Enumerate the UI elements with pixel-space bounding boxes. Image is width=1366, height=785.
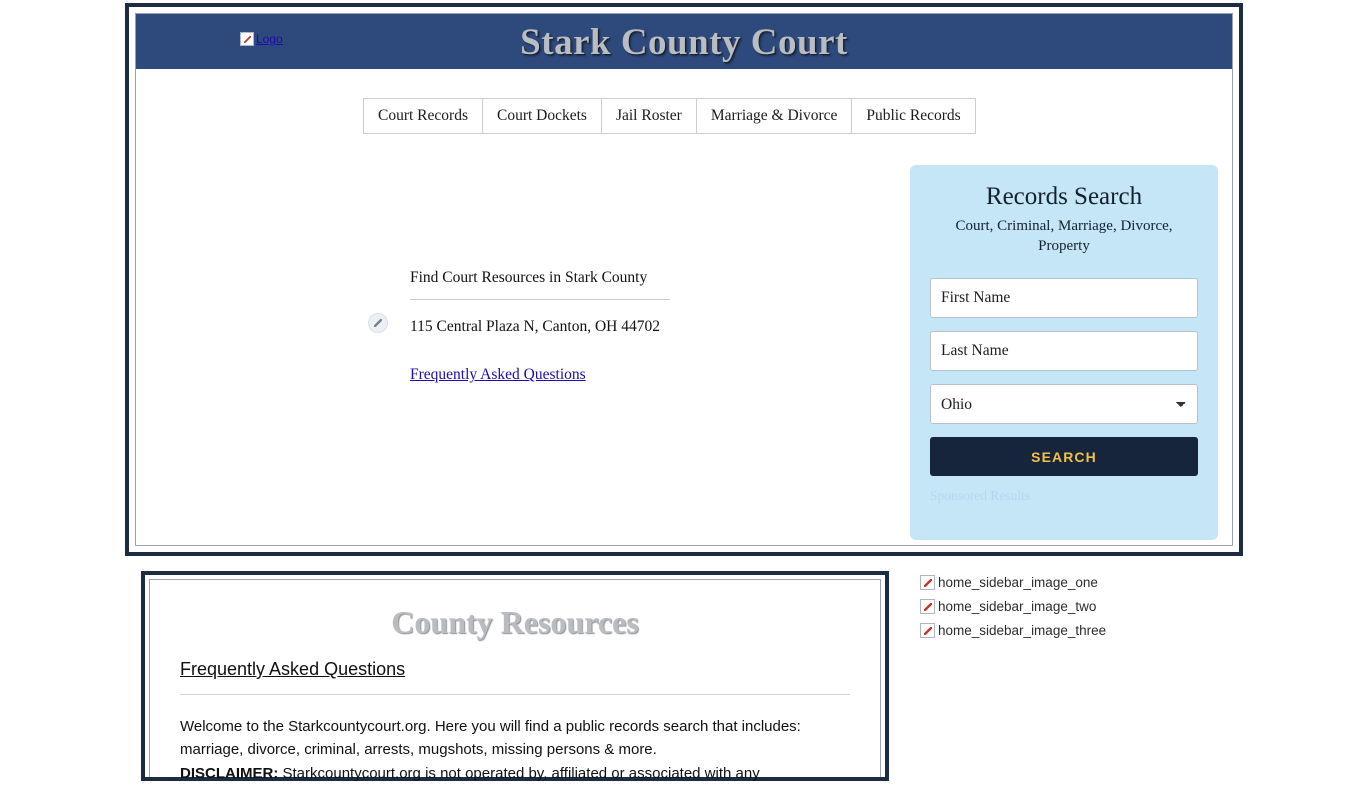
top-panel — [126, 4, 1242, 555]
broken-image-icon — [920, 599, 935, 614]
intro-content — [410, 269, 830, 384]
top-panel-inner — [135, 13, 1233, 546]
resources-faq-heading[interactable]: Frequently Asked Questions — [180, 659, 850, 695]
search-panel-subtitle: Court, Criminal, Marriage, Divorce, Property — [955, 218, 1173, 254]
state-select[interactable] — [930, 384, 1198, 424]
search-button[interactable]: SEARCH — [930, 437, 1198, 476]
site-header — [136, 14, 1232, 71]
last-name-input[interactable] — [930, 331, 1198, 371]
sidebar-image-three[interactable] — [920, 623, 1180, 638]
resources-body — [180, 715, 850, 785]
sidebar-images — [920, 575, 1180, 647]
resources-paragraph-one: Welcome to the Starkcountycourt.org. Here you will find a public records search that includes: marriage, divorce, criminal, arrests, mugshots, missing persons & more. — [180, 718, 801, 759]
sidebar-image-one-alt: home_sidebar_image_one — [938, 575, 1098, 590]
nav-item-jail-roster[interactable]: Jail Roster — [602, 99, 697, 133]
sidebar-image-three-alt: home_sidebar_image_three — [938, 623, 1107, 638]
location-pin-icon — [368, 313, 388, 333]
site-logo-alt-text: Logo — [256, 32, 283, 46]
faq-link[interactable]: Frequently Asked Questions — [410, 366, 586, 383]
nav-item-court-records[interactable]: Court Records — [364, 99, 483, 133]
broken-image-icon — [920, 623, 935, 638]
nav-item-public-records[interactable]: Public Records — [852, 99, 974, 133]
intro-heading: Find Court Resources in Stark County — [410, 269, 670, 300]
sidebar-image-two-alt: home_sidebar_image_two — [938, 599, 1097, 614]
sidebar-image-two[interactable] — [920, 599, 1180, 614]
county-resources-panel — [141, 571, 889, 781]
nav-item-court-dockets[interactable]: Court Dockets — [483, 99, 602, 133]
court-address — [410, 318, 830, 336]
nav-item-marriage-divorce[interactable]: Marriage & Divorce — [697, 99, 853, 133]
sponsored-results-label: Sponsored Results — [930, 488, 1031, 503]
records-search-panel — [910, 165, 1218, 540]
search-panel-title: Records Search — [985, 183, 1143, 210]
first-name-input[interactable] — [930, 278, 1198, 318]
court-address-text: 115 Central Plaza N, Canton, OH 44702 — [410, 318, 660, 335]
broken-image-icon — [920, 575, 935, 590]
main-navigation — [363, 98, 976, 134]
county-resources-title: County Resources — [391, 604, 639, 640]
page-title: Stark County Court — [520, 22, 848, 63]
county-resources-inner — [149, 579, 881, 782]
resources-disclaimer-text: Starkcountycourt.org is not operated by, affiliated or associated with any — [282, 764, 760, 782]
resources-disclaimer-label: DISCLAIMER: — [180, 764, 279, 782]
sidebar-image-one[interactable] — [920, 575, 1180, 590]
